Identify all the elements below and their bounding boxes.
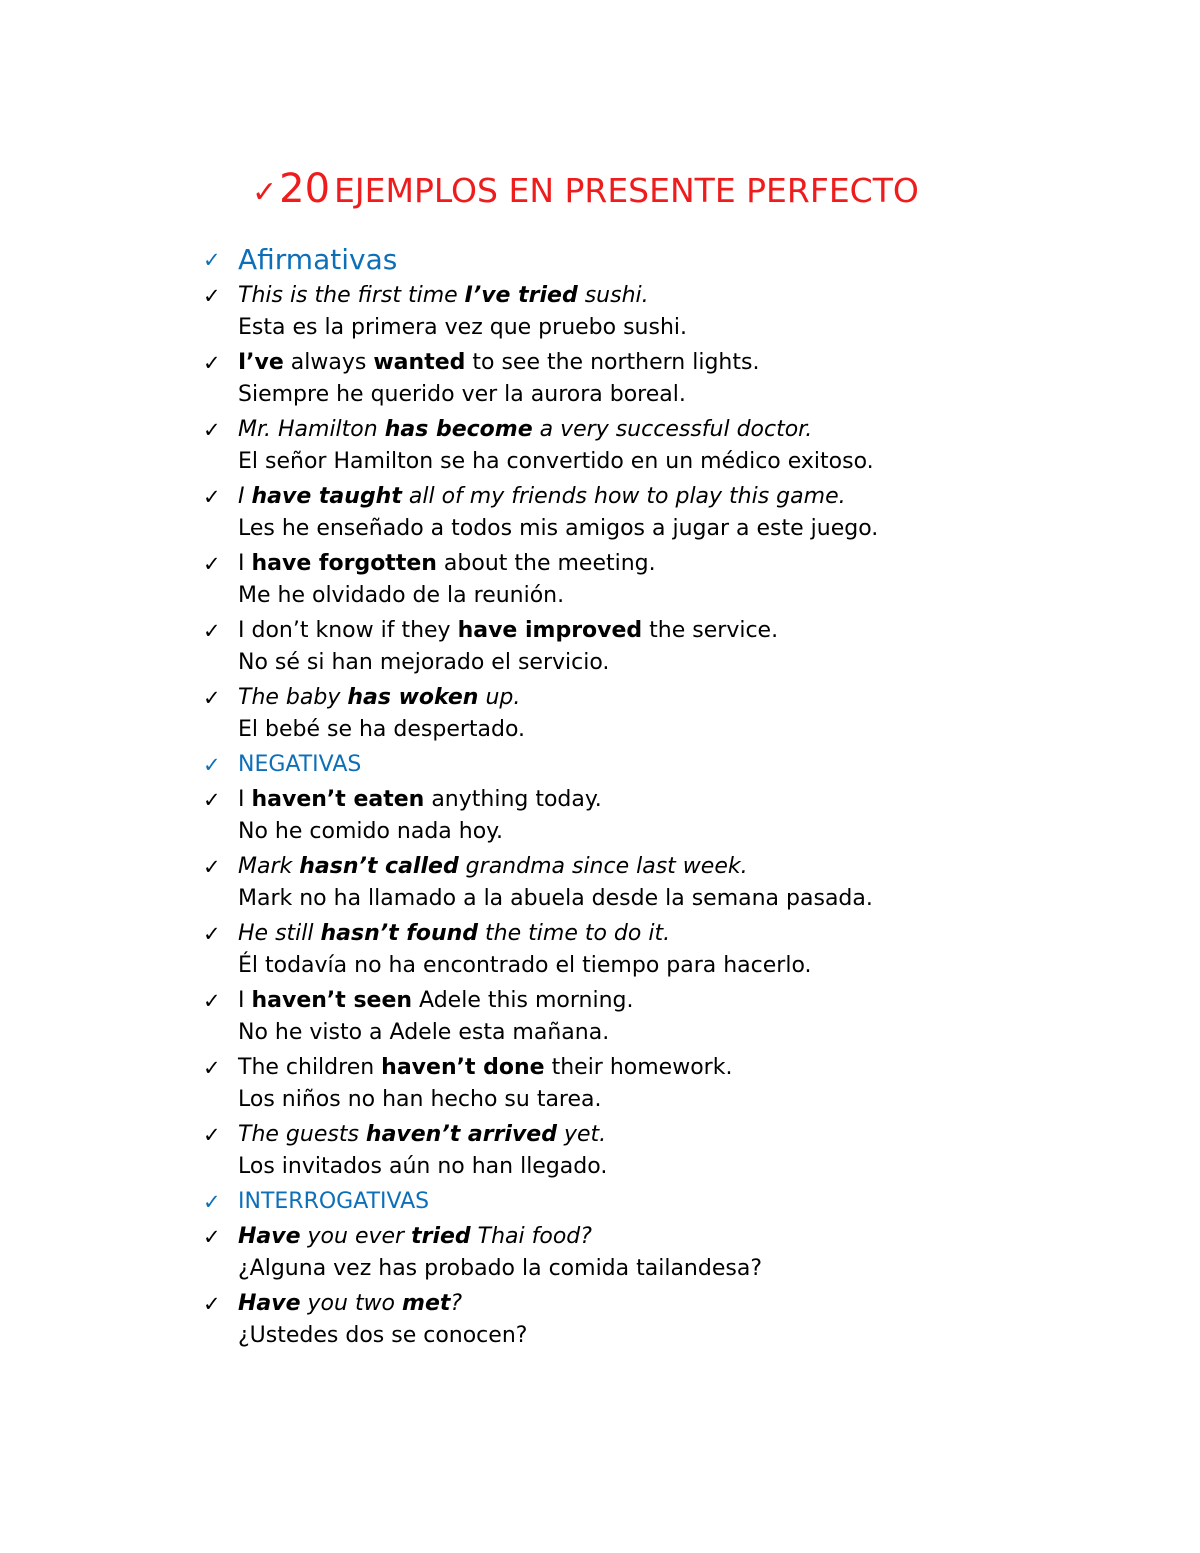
example-item [203,784,1163,848]
spanish-translation: Los niños no han hecho su tarea. [238,1087,602,1112]
sentence-fragment: Thai food? [470,1224,592,1249]
check-icon: ✓ [203,989,221,1013]
spanish-translation: No he visto a Adele esta mañana. [238,1020,610,1045]
verb-phrase: I’ve tried [464,283,578,308]
english-sentence [238,481,1163,513]
example-item [203,918,1163,982]
example-item [203,1052,1163,1116]
verb-phrase: haven’t arrived [365,1122,557,1147]
page-title [252,164,919,218]
spanish-translation: ¿Ustedes dos se conocen? [238,1323,528,1348]
verb-phrase: hasn’t called [299,854,459,879]
sentence-fragment: Adele this morning. [412,988,634,1013]
sentence-fragment: a very successful doctor. [532,417,813,442]
spanish-translation: No he comido nada hoy. [238,819,504,844]
spanish-translation: No sé si han mejorado el servicio. [238,650,610,675]
check-icon: ✓ [203,248,221,272]
sentence-fragment: you two [300,1291,403,1316]
verb-phrase: has become [384,417,533,442]
sentence-fragment: I [238,988,252,1013]
english-sentence [238,1119,1163,1151]
sentence-fragment: all of my friends how to play this game. [401,484,846,509]
sentence-fragment: about the meeting. [436,551,656,576]
verb-phrase: has woken [347,685,479,710]
example-item [203,615,1163,679]
title-text: EJEMPLOS EN PRESENTE PERFECTO [334,171,919,210]
sentence-fragment: The children [238,1055,382,1080]
english-sentence [238,615,1163,647]
sentence-fragment: up. [478,685,521,710]
english-sentence [238,851,1163,883]
english-sentence [238,548,1163,580]
check-icon: ✓ [203,1123,221,1147]
example-item [203,280,1163,344]
check-icon: ✓ [252,175,278,210]
english-sentence [238,682,1163,714]
example-item [203,851,1163,915]
spanish-translation: Siempre he querido ver la aurora boreal. [238,382,686,407]
sentence-fragment: I [238,787,252,812]
check-icon: ✓ [203,1190,221,1214]
section-heading-label: NEGATIVAS [238,752,362,777]
verb-phrase: have improved [457,618,643,643]
english-sentence [238,347,1163,379]
example-item [203,682,1163,746]
english-sentence [238,414,1163,446]
verb-phrase: haven’t eaten [251,787,425,812]
check-icon: ✓ [203,351,221,375]
example-item [203,548,1163,612]
verb-phrase: have forgotten [251,551,437,576]
verb-phrase: wanted [373,350,466,375]
check-icon: ✓ [203,418,221,442]
example-item [203,481,1163,545]
example-item [203,1119,1163,1183]
spanish-translation: Los invitados aún no han llegado. [238,1154,608,1179]
verb-phrase: met [402,1291,451,1316]
english-sentence [238,1288,1163,1320]
examples-list [203,240,1163,1352]
check-icon: ✓ [203,284,221,308]
example-item [203,985,1163,1049]
spanish-translation: Esta es la primera vez que pruebo sushi. [238,315,688,340]
section-heading-interrogative [203,1186,1163,1218]
title-number: 20 [279,166,331,212]
sentence-fragment: The baby [238,685,348,710]
verb-phrase: Have [238,1291,301,1316]
example-item [203,414,1163,478]
english-sentence [238,280,1163,312]
english-sentence [238,1221,1163,1253]
sentence-fragment: their homework. [544,1055,733,1080]
example-item [203,1288,1163,1352]
english-sentence [238,985,1163,1017]
sentence-fragment: the time to do it. [478,921,671,946]
sentence-fragment: you ever [300,1224,412,1249]
sentence-fragment: I don’t know if they [238,618,458,643]
section-heading-affirmative [203,240,1163,280]
sentence-fragment: I [238,484,252,509]
sentence-fragment: The guests [238,1122,366,1147]
sentence-fragment: This is the first time [238,283,465,308]
english-sentence [238,784,1163,816]
english-sentence [238,1052,1163,1084]
section-heading-label: INTERROGATIVAS [238,1189,430,1214]
spanish-translation: Les he enseñado a todos mis amigos a jugar a este juego. [238,516,879,541]
spanish-translation: El bebé se ha despertado. [238,717,526,742]
verb-phrase: I’ve [238,350,284,375]
english-sentence [238,918,1163,950]
check-icon: ✓ [203,485,221,509]
verb-phrase: tried [411,1224,471,1249]
spanish-translation: Mark no ha llamado a la abuela desde la semana pasada. [238,886,873,911]
sentence-fragment: Mark [238,854,300,879]
check-icon: ✓ [203,855,221,879]
sentence-fragment: always [283,350,374,375]
example-item [203,347,1163,411]
sentence-fragment: anything today. [424,787,602,812]
sentence-fragment: I [238,551,252,576]
verb-phrase: haven’t done [381,1055,545,1080]
spanish-translation: ¿Alguna vez has probado la comida tailandesa? [238,1256,762,1281]
check-icon: ✓ [203,922,221,946]
sentence-fragment: Mr. Hamilton [238,417,385,442]
spanish-translation: Él todavía no ha encontrado el tiempo para hacerlo. [238,953,812,978]
sentence-fragment: ? [450,1291,463,1316]
check-icon: ✓ [203,552,221,576]
check-icon: ✓ [203,619,221,643]
verb-phrase: Have [238,1224,301,1249]
check-icon: ✓ [203,1225,221,1249]
check-icon: ✓ [203,1292,221,1316]
section-heading-negative [203,749,1163,781]
spanish-translation: El señor Hamilton se ha convertido en un médico exitoso. [238,449,874,474]
section-heading-label: Afirmativas [238,243,398,276]
check-icon: ✓ [203,753,221,777]
check-icon: ✓ [203,788,221,812]
verb-phrase: haven’t seen [251,988,413,1013]
check-icon: ✓ [203,686,221,710]
sentence-fragment: He still [238,921,321,946]
check-icon: ✓ [203,1056,221,1080]
sentence-fragment: to see the northern lights. [465,350,760,375]
sentence-fragment: sushi. [577,283,649,308]
verb-phrase: hasn’t found [320,921,479,946]
spanish-translation: Me he olvidado de la reunión. [238,583,565,608]
example-item [203,1221,1163,1285]
sentence-fragment: the service. [642,618,779,643]
sentence-fragment: yet. [556,1122,607,1147]
sentence-fragment: grandma since last week. [458,854,748,879]
verb-phrase: have taught [251,484,402,509]
